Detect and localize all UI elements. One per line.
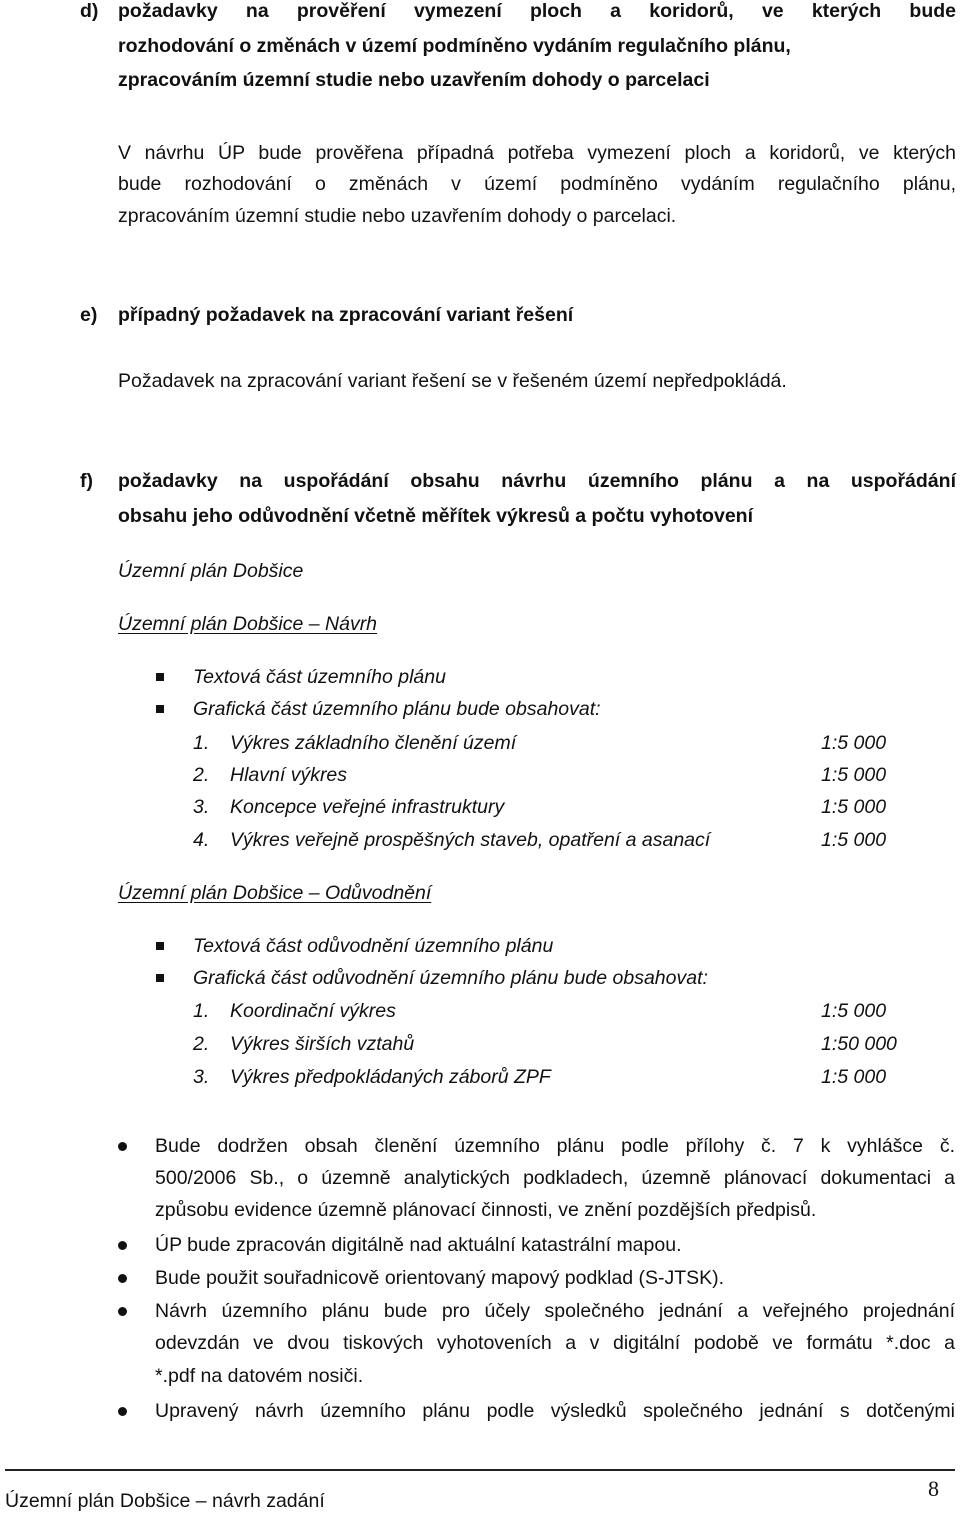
section-e-body: Požadavek na zpracování variant řešení se v řešeném území nepředpokládá. <box>118 370 787 392</box>
square-bullet-icon <box>156 942 164 950</box>
round-bullet-icon <box>118 1142 127 1151</box>
navrh-drawing-scale: 1:5 000 <box>821 796 887 818</box>
navrh-drawing-name: Koncepce veřejné infrastruktury <box>230 796 505 818</box>
navrh-drawing-scale: 1:5 000 <box>821 829 887 851</box>
bullet-1-line-3: způsobu evidence územně plánovací činnosti, ve znění pozdějších předpisů. <box>155 1199 817 1221</box>
navrh-title: Územní plán Dobšice – Návrh <box>118 613 378 635</box>
bullet-1-line-1: Bude dodržen obsah členění územního plánu podle přílohy č. 7 k vyhlášce č. <box>155 1135 955 1157</box>
navrh-drawing-scale: 1:5 000 <box>821 732 887 754</box>
round-bullet-icon <box>118 1241 127 1250</box>
bullet-4-line-3: *.pdf na datovém nosiči. <box>155 1365 364 1387</box>
square-bullet-icon <box>156 974 164 982</box>
oduvodneni-drawing-name: Výkres předpokládaných záborů ZPF <box>230 1066 551 1088</box>
section-e-marker: e) <box>80 304 98 326</box>
plan-title: Územní plán Dobšice <box>118 560 304 582</box>
section-d-heading-line-3: zpracováním územní studie nebo uzavřením dohody o parcelaci <box>118 69 710 91</box>
navrh-drawing-num: 4. <box>193 829 210 851</box>
oduvodneni-drawing-num: 3. <box>193 1066 210 1088</box>
section-d-heading-line-2: rozhodování o změnách v území podmíněno vydáním regulačního plánu, <box>118 35 791 57</box>
round-bullet-icon <box>118 1274 127 1283</box>
oduvodneni-item-text: Textová část odůvodnění územního plánu <box>193 935 554 957</box>
navrh-drawing-name: Hlavní výkres <box>230 764 348 786</box>
bullet-1-line-2: 500/2006 Sb., o územně analytických podkladech, územně plánovací dokumentaci a <box>155 1167 955 1189</box>
section-f-marker: f) <box>80 470 93 492</box>
section-e-heading: případný požadavek na zpracování variant řešení <box>118 304 574 326</box>
oduvodneni-drawing-scale: 1:5 000 <box>821 1066 887 1088</box>
bullet-2-line-1: ÚP bude zpracován digitálně nad aktuální katastrální mapou. <box>155 1234 682 1256</box>
navrh-drawing-name: Výkres veřejně prospěšných staveb, opatření a asanací <box>230 829 711 851</box>
section-f-heading-line-2: obsahu jeho odůvodnění včetně měřítek výkresů a počtu vyhotovení <box>118 505 753 527</box>
oduvodneni-item-graphic: Grafická část odůvodnění územního plánu bude obsahovat: <box>193 967 708 989</box>
oduvodneni-drawing-scale: 1:50 000 <box>821 1033 897 1055</box>
navrh-drawing-scale: 1:5 000 <box>821 764 887 786</box>
bullet-4-line-2: odevzdán ve dvou tiskových vyhotoveních a v digitální podobě ve formátu *.doc a <box>155 1332 955 1354</box>
navrh-drawing-num: 2. <box>193 764 210 786</box>
navrh-item-graphic: Grafická část územního plánu bude obsahovat: <box>193 698 601 720</box>
oduvodneni-drawing-num: 2. <box>193 1033 210 1055</box>
oduvodneni-drawing-scale: 1:5 000 <box>821 1000 887 1022</box>
section-d-marker: d) <box>80 0 99 22</box>
navrh-item-text: Textová část územního plánu <box>193 666 446 688</box>
section-d-body-line-3: zpracováním územní studie nebo uzavřením dohody o parcelaci. <box>118 205 677 227</box>
round-bullet-icon <box>118 1407 127 1416</box>
navrh-drawing-num: 3. <box>193 796 210 818</box>
footer-title: Územní plán Dobšice – návrh zadání <box>5 1490 325 1512</box>
bullet-5-line-1: Upravený návrh územního plánu podle výsledků společného jednání s dotčenými <box>155 1400 955 1422</box>
oduvodneni-title: Územní plán Dobšice – Odůvodnění <box>118 882 432 904</box>
oduvodneni-drawing-name: Koordinační výkres <box>230 1000 396 1022</box>
oduvodneni-drawing-num: 1. <box>193 1000 210 1022</box>
section-d-body-line-1: V návrhu ÚP bude prověřena případná potřeba vymezení ploch a koridorů, ve kterých <box>118 142 956 164</box>
navrh-drawing-name: Výkres základního členění území <box>230 732 517 754</box>
section-f-heading-line-1: požadavky na uspořádání obsahu návrhu územního plánu a na uspořádání <box>118 470 956 492</box>
navrh-drawing-num: 1. <box>193 732 210 754</box>
section-d-heading-line-1: požadavky na prověření vymezení ploch a koridorů, ve kterých bude <box>118 0 956 22</box>
footer-rule <box>5 1469 955 1471</box>
round-bullet-icon <box>118 1307 127 1316</box>
page-number: 8 <box>928 1476 939 1501</box>
oduvodneni-drawing-name: Výkres širších vztahů <box>230 1033 415 1055</box>
square-bullet-icon <box>156 673 164 681</box>
bullet-4-line-1: Návrh územního plánu bude pro účely společného jednání a veřejného projednání <box>155 1300 955 1322</box>
square-bullet-icon <box>156 705 164 713</box>
bullet-3-line-1: Bude použit souřadnicově orientovaný mapový podklad (S-JTSK). <box>155 1267 725 1289</box>
section-d-body-line-2: bude rozhodování o změnách v území podmíněno vydáním regulačního plánu, <box>118 173 956 195</box>
